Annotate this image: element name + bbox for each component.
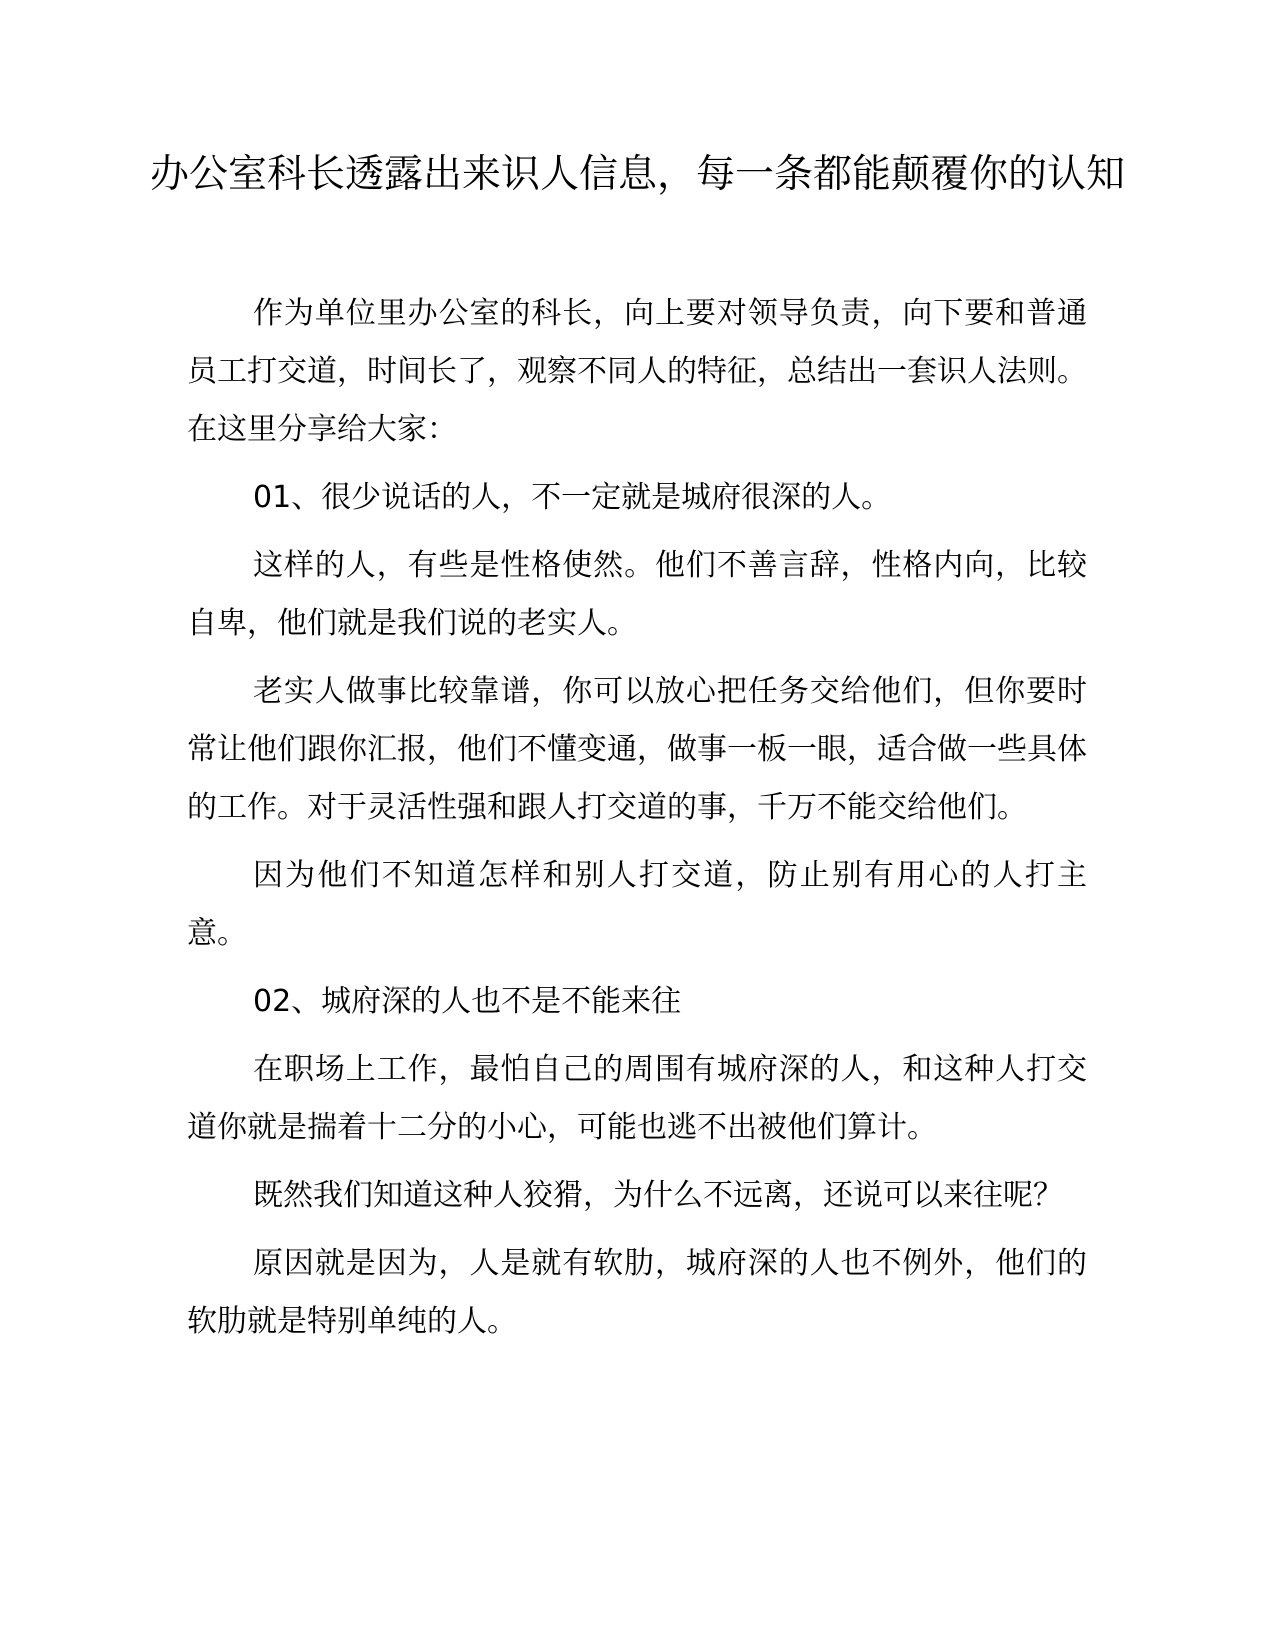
paragraph: 既然我们知道这种人狡猾，为什么不远离，还说可以来往呢？ [253, 1178, 1063, 1213]
section-heading-01: 01、很少说话的人，不一定就是城府很深的人。 [253, 480, 892, 515]
section-heading-02: 02、城府深的人也不是不能来往 [253, 984, 682, 1019]
document-title: 办公室科长透露出来识人信息，每一条都能颠覆你的认知 [150, 152, 1126, 197]
paragraph: 原因就是因为，人是就有软肋，城府深的人也不例外，他们的软肋就是特别单纯的人。 [187, 1246, 1087, 1339]
paragraph-intro: 作为单位里办公室的科长，向上要对领导负责，向下要和普通员工打交道，时间长了，观察不同人的特征，总结出一套识人法则。在这里分享给大家： [187, 296, 1087, 447]
document-body [187, 285, 1087, 1361]
paragraph: 因为他们不知道怎样和别人打交道，防止别有用心的人打主意。 [187, 858, 1087, 951]
paragraph: 这样的人，有些是性格使然。他们不善言辞，性格内向，比较自卑，他们就是我们说的老实人。 [187, 548, 1087, 641]
paragraph: 在职场上工作，最怕自己的周围有城府深的人，和这种人打交道你就是揣着十二分的小心，可能也逃不出被他们算计。 [187, 1052, 1087, 1145]
paragraph: 老实人做事比较靠谱，你可以放心把任务交给他们，但你要时常让他们跟你汇报，他们不懂变通，做事一板一眼，适合做一些具体的工作。对于灵活性强和跟人打交道的事，千万不能交给他们。 [187, 674, 1087, 825]
